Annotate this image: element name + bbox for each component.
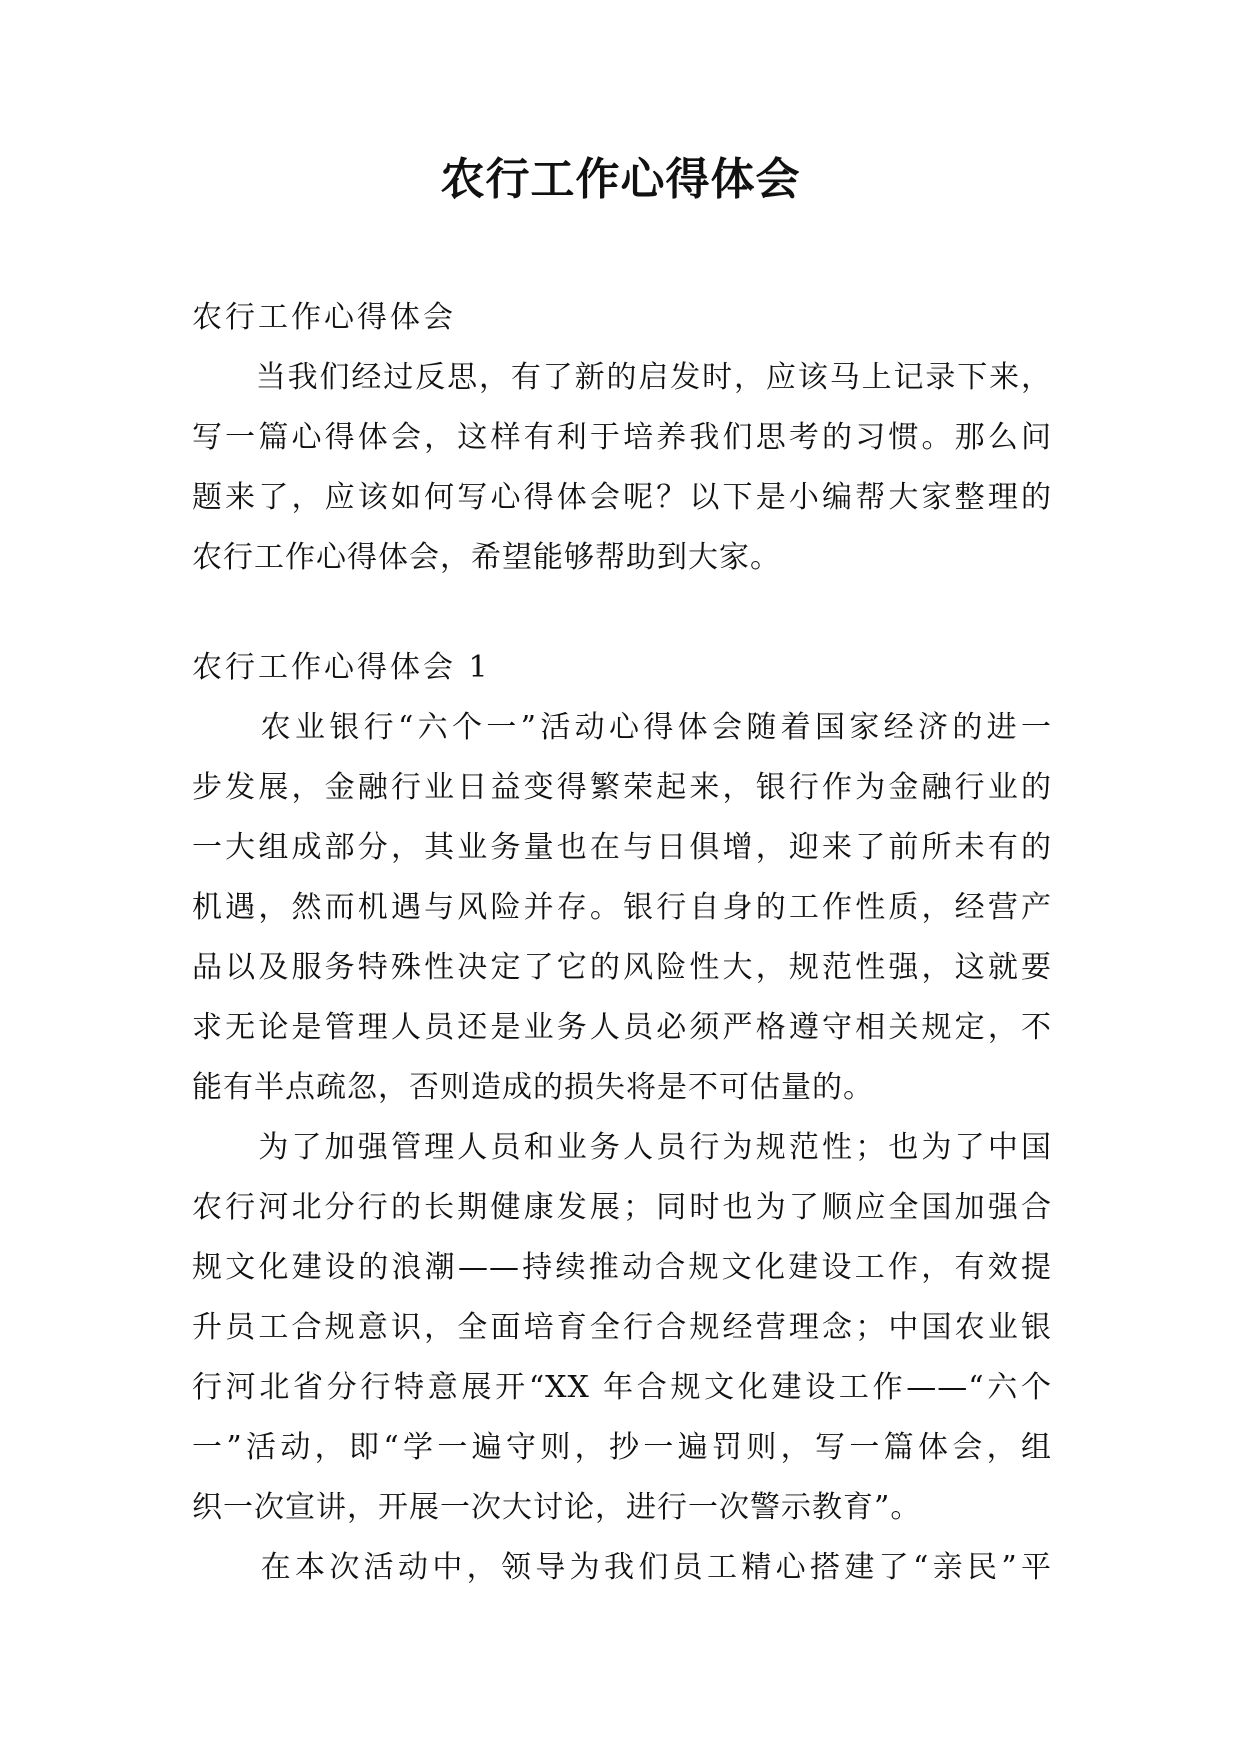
body-paragraph-1: [192, 698, 1052, 1118]
paragraph-line: 规文化建设的浪潮——持续推动合规文化建设工作，有效提: [192, 1250, 1052, 1285]
paragraph-line: 品以及服务特殊性决定了它的风险性大，规范性强，这就要: [192, 950, 1052, 985]
paragraph-line: 一”活动，即“学一遍守则，抄一遍罚则，写一篇体会，组: [192, 1430, 1052, 1465]
intro-line: 当我们经过反思，有了新的启发时，应该马上记录下来，: [192, 360, 1052, 395]
body-paragraph-3: [192, 1538, 1052, 1598]
paragraph-line: 在本次活动中，领导为我们员工精心搭建了“亲民”平: [192, 1550, 1052, 1585]
paragraph-line: 步发展，金融行业日益变得繁荣起来，银行作为金融行业的: [192, 770, 1052, 805]
paragraph-line: 行河北省分行特意展开“XX 年合规文化建设工作——“六个: [192, 1370, 1052, 1405]
intro-paragraph: [192, 348, 1052, 588]
paragraph-spacer: [192, 588, 1052, 638]
paragraph-line: 织一次宣讲，开展一次大讨论，进行一次警示教育”。: [192, 1490, 922, 1525]
document-subtitle: 农行工作心得体会: [192, 300, 456, 335]
document-title: 农行工作心得体会: [440, 154, 801, 205]
intro-line: 写一篇心得体会，这样有利于培养我们思考的习惯。那么问: [192, 420, 1052, 455]
paragraph-line: 能有半点疏忽，否则造成的损失将是不可估量的。: [192, 1070, 874, 1105]
paragraph-line: 升员工合规意识，全面培育全行合规经营理念；中国农业银: [192, 1310, 1052, 1345]
intro-line: 农行工作心得体会，希望能够帮助到大家。: [192, 540, 781, 575]
paragraph-line: 农业银行“六个一”活动心得体会随着国家经济的进一: [192, 710, 1052, 745]
document-body: [192, 288, 1052, 1598]
intro-line: 题来了，应该如何写心得体会呢？以下是小编帮大家整理的: [192, 480, 1052, 515]
paragraph-line: 求无论是管理人员还是业务人员必须严格遵守相关规定，不: [192, 1010, 1052, 1045]
section-heading: 农行工作心得体会 1: [192, 650, 491, 685]
body-paragraph-2: [192, 1118, 1052, 1538]
paragraph-line: 农行河北分行的长期健康发展；同时也为了顺应全国加强合: [192, 1190, 1052, 1225]
paragraph-line: 机遇，然而机遇与风险并存。银行自身的工作性质，经营产: [192, 890, 1052, 925]
paragraph-line: 为了加强管理人员和业务人员行为规范性；也为了中国: [192, 1130, 1052, 1165]
paragraph-line: 一大组成部分，其业务量也在与日俱增，迎来了前所未有的: [192, 830, 1052, 865]
